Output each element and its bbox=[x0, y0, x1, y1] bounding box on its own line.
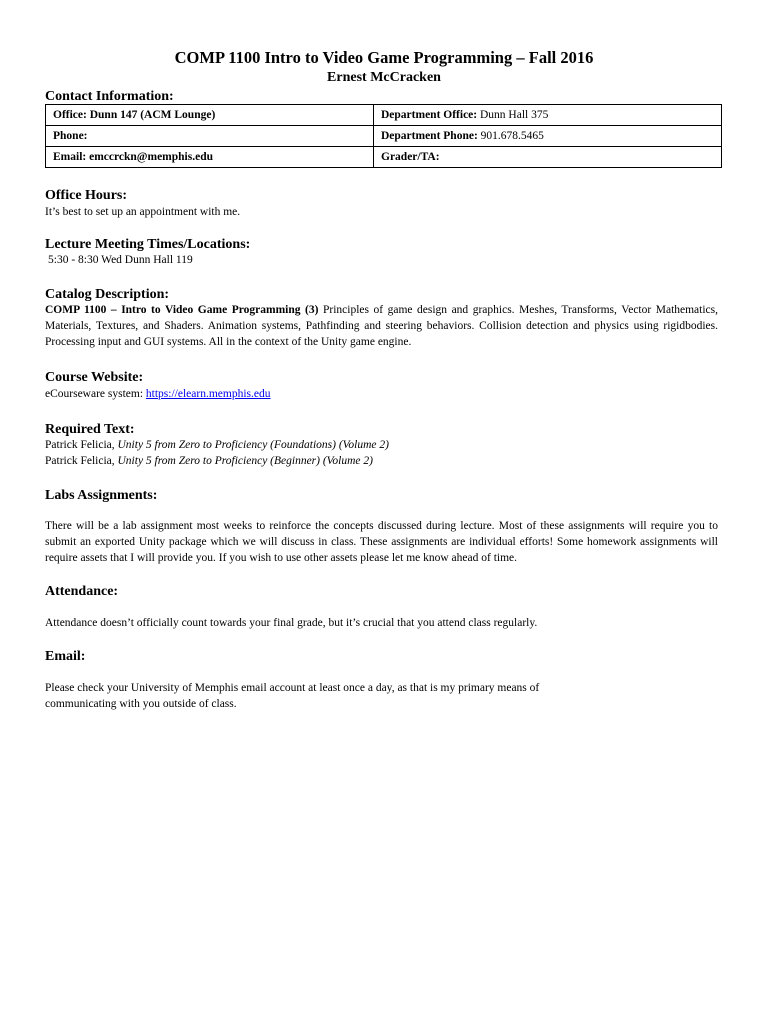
grader-label: Grader/TA: bbox=[381, 151, 440, 163]
attendance-text: Attendance doesn’t officially count towards your final grade, but it’s crucial that you attend class regularly. bbox=[45, 617, 538, 629]
required-text-heading: Required Text: bbox=[45, 422, 135, 437]
website-prefix: eCourseware system: bbox=[45, 388, 144, 400]
course-name: COMP 1100 – Intro to Video Game Programming (3) bbox=[45, 304, 319, 316]
elearn-link[interactable]: https://elearn.memphis.edu bbox=[145, 388, 271, 400]
department-office-value: Dunn Hall 375 bbox=[480, 109, 549, 121]
table-row bbox=[46, 147, 722, 168]
office-hours-heading: Office Hours: bbox=[45, 188, 128, 203]
email-value: emccrckn@memphis.edu bbox=[89, 151, 213, 163]
department-office-label: Department Office: bbox=[381, 109, 478, 121]
department-phone-label: Department Phone: bbox=[381, 130, 478, 142]
book-title: Unity 5 from Zero to Proficiency (Beginner) (Volume 2) bbox=[117, 455, 373, 467]
email-text-line-1: Please check your University of Memphis email account at least once a day, as that is my primary means of bbox=[45, 682, 540, 694]
website-heading: Course Website: bbox=[45, 370, 144, 385]
department-phone-cell bbox=[374, 126, 722, 147]
phone-label: Phone: bbox=[53, 130, 88, 142]
office-value: Dunn 147 (ACM Lounge) bbox=[89, 109, 216, 121]
page-title: COMP 1100 Intro to Video Game Programming – Fall 2016 bbox=[174, 48, 594, 67]
contact-heading: Contact Information: bbox=[45, 89, 174, 104]
email-text-line-2: communicating with you outside of class. bbox=[45, 698, 237, 710]
department-office-cell bbox=[374, 105, 722, 126]
department-phone-value: 901.678.5465 bbox=[480, 130, 544, 142]
email-label: Email: bbox=[53, 151, 87, 163]
grader-cell bbox=[374, 147, 722, 168]
phone-cell bbox=[46, 126, 374, 147]
email-heading: Email: bbox=[45, 649, 86, 664]
book-item bbox=[45, 453, 373, 469]
lecture-text: 5:30 - 8:30 Wed Dunn Hall 119 bbox=[48, 254, 193, 266]
book-author: Patrick Felicia, bbox=[45, 455, 115, 467]
attendance-heading: Attendance: bbox=[45, 584, 119, 599]
website-line bbox=[45, 386, 270, 402]
labs-heading: Labs Assignments: bbox=[45, 488, 158, 503]
catalog-text: Principles of game design and graphics. Meshes, Transforms, Vector Mathematics, Materials, Textures, and Shaders. Animation systems, Pathfinding and steering behaviors. Collision detection and physics using rigidbodies. Processing input and GUI systems. All in the context of the Unity game engine. bbox=[45, 304, 719, 348]
catalog-heading: Catalog Description: bbox=[45, 287, 170, 302]
book-title: Unity 5 from Zero to Proficiency (Foundations) (Volume 2) bbox=[117, 439, 389, 451]
contact-table bbox=[45, 104, 722, 168]
labs-text: There will be a lab assignment most weeks to reinforce the concepts discussed during lecture. Most of these assignments will require you to submit an exported Unity package which we will discuss in class. These assignments are individual efforts! Some homework assignments will require assets that I will provide you. If you wish to use other assets please let me know ahead of time. bbox=[45, 520, 718, 564]
office-hours-text: It’s best to set up an appointment with me. bbox=[45, 206, 241, 218]
office-cell bbox=[46, 105, 374, 126]
table-row bbox=[46, 105, 722, 126]
catalog-description bbox=[45, 302, 718, 350]
email-cell bbox=[46, 147, 374, 168]
lecture-heading: Lecture Meeting Times/Locations: bbox=[45, 237, 251, 252]
instructor-name: Ernest McCracken bbox=[327, 70, 441, 85]
table-row bbox=[46, 126, 722, 147]
book-item bbox=[45, 437, 389, 453]
office-label: Office: bbox=[53, 109, 87, 121]
book-author: Patrick Felicia, bbox=[45, 439, 115, 451]
